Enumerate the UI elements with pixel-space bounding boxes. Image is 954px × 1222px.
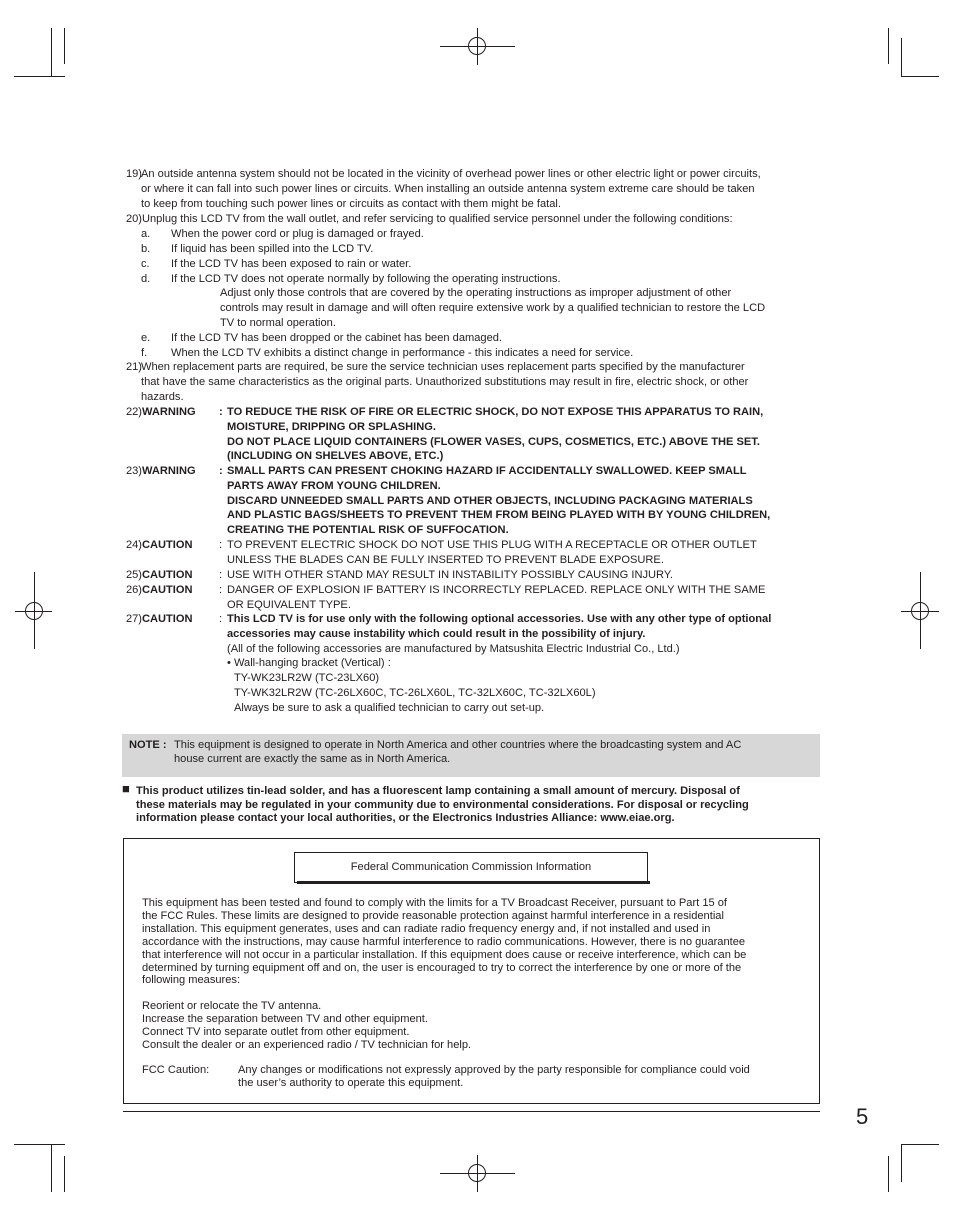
warning-colon: : [219,539,223,551]
note-box [122,734,820,777]
condition-text: If the LCD TV has been exposed to rain or water. [171,258,412,270]
warning-number: 25) [125,569,142,581]
condition-text: When the power cord or plug is damaged or frayed. [171,228,424,240]
item-number: 20) [125,213,142,225]
warning-label: CAUTION [142,613,193,625]
warning-label: CAUTION [142,569,193,581]
condition-letter: c. [141,258,150,270]
bottom-rule [123,1111,820,1112]
warning-text: accessories may cause instability which could result in the possibility of injury. [227,627,646,640]
note-text-2: house current are exactly the same as in North America. [174,753,451,765]
warning-text: (All of the following accessories are manufactured by Matsushita Electric Industrial Co., Ltd.) [227,642,680,655]
condition-letter: b. [141,243,151,255]
fcc-paragraph-line: installation. This equipment generates, uses and can radiate radio frequency energy and, if not installed and used in [142,922,711,935]
warning-colon: : [219,613,223,625]
fcc-title: Federal Communication Commission Information [294,852,648,883]
warning-text: Always be sure to ask a qualified technician to carry out set-up. [234,701,545,714]
fcc-paragraph-line: following measures: [142,974,241,987]
item-number: 21) [125,361,142,373]
fcc-measure: Connect TV into separate outlet from other equipment. [142,1025,410,1038]
condition-letter: d. [141,273,151,285]
item-number: 19) [125,168,142,180]
item-text: to keep from touching such power lines or circuits as contact with them might be fatal. [141,197,561,210]
condition-letter: f. [141,347,148,359]
warning-label: WARNING [142,406,196,418]
fcc-paragraph-line: determined by turning equipment off and on, the user is encouraged to try to correct the interference by one or more of the [142,961,742,974]
note-text-1: This equipment is designed to operate in North America and other countries where the broadcasting system and AC [174,739,742,751]
warning-label: CAUTION [142,539,193,551]
warning-text: This LCD TV is for use only with the following optional accessories. Use with any other type of optional [227,613,772,625]
fcc-caution-label: FCC Caution: [142,1064,210,1076]
warning-number: 26) [125,584,142,596]
warning-number: 24) [125,539,142,551]
fcc-paragraph-line: This equipment has been tested and found to comply with the limits for a TV Broadcast Receiver, pursuant to Part 15 of [142,897,727,909]
condition-letter: e. [141,332,151,344]
item-text: Unplug this LCD TV from the wall outlet, and refer servicing to qualified service personnel under the following conditions: [142,213,733,225]
condition-letter: a. [141,228,151,240]
warning-label: CAUTION [142,584,193,596]
warning-text: UNLESS THE BLADES CAN BE FULLY INSERTED TO PREVENT BLADE EXPOSURE. [227,553,664,566]
warning-label: WARNING [142,465,196,477]
fcc-measure: Consult the dealer or an experienced radio / TV technician for help. [142,1038,472,1051]
warning-text: • Wall-hanging bracket (Vertical) : [227,657,391,670]
item-text: hazards. [141,390,184,403]
item-text: or where it can fall into such power lines or circuits. When installing an outside antenna system extreme care should be taken [141,182,755,195]
warning-text: TY-WK32LR2W (TC-26LX60C, TC-26LX60L, TC-32LX60C, TC-32LX60L) [234,687,596,699]
warning-text: TO REDUCE THE RISK OF FIRE OR ELECTRIC SHOCK, DO NOT EXPOSE THIS APPARATUS TO RAIN, [227,406,764,418]
warning-text: OR EQUIVALENT TYPE. [227,598,351,611]
bullet-square: ■ [122,781,130,796]
condition-note: controls may result in damage and will often require extensive work by a qualified technician to restore the LCD [220,301,766,314]
fcc-caution-text: Any changes or modifications not expressly approved by the party responsible for compliance could void [238,1064,750,1076]
item-text: When replacement parts are required, be sure the service technician uses replacement parts specified by the manufacturer [141,361,745,373]
warning-colon: : [219,584,223,596]
fcc-caution-text: the user’s authority to operate this equipment. [238,1076,464,1089]
warning-text: SMALL PARTS CAN PRESENT CHOKING HAZARD IF ACCIDENTALLY SWALLOWED. KEEP SMALL [227,465,747,477]
condition-text: If liquid has been spilled into the LCD TV. [171,243,374,255]
warning-text: DO NOT PLACE LIQUID CONTAINERS (FLOWER VASES, CUPS, COSMETICS, ETC.) ABOVE THE SET. [227,435,760,448]
condition-text: When the LCD TV exhibits a distinct change in performance - this indicates a need for service. [171,347,634,359]
warning-text: CREATING THE POTENTIAL RISK OF SUFFOCATION. [227,524,509,537]
item-text: that have the same characteristics as the original parts. Unauthorized substitutions may result in fire, electric shock, or other [141,375,749,388]
warning-text: USE WITH OTHER STAND MAY RESULT IN INSTABILITY POSSIBLY CAUSING INJURY. [227,569,673,581]
warning-text: TO PREVENT ELECTRIC SHOCK DO NOT USE THIS PLUG WITH A RECEPTACLE OR OTHER OUTLET [227,539,757,551]
warning-colon: : [219,465,223,477]
warning-text: AND PLASTIC BAGS/SHEETS TO PREVENT THEM FROM BEING PLAYED WITH BY YOUNG CHILDREN, [227,509,771,522]
warning-number: 22) [125,406,142,418]
mercury-text: information please contact your local authorities, or the Electronics Industries Alliance: www.eiae.org. [136,812,675,824]
warning-text: TY-WK23LR2W (TC-23LX60) [234,672,380,685]
condition-note: Adjust only those controls that are covered by the operating instructions as improper adjustment of other [220,287,732,299]
item-text: An outside antenna system should not be located in the vicinity of overhead power lines or other electric light or power circuits, [141,168,761,180]
warning-text: PARTS AWAY FROM YOUNG CHILDREN. [227,479,441,492]
warning-text: DANGER OF EXPLOSION IF BATTERY IS INCORRECTLY REPLACED. REPLACE ONLY WITH THE SAME [227,584,766,596]
fcc-paragraph-line: that interference will not occur in a particular installation. If this equipment does cause or receive interference, which can be [142,948,747,961]
fcc-measure: Reorient or relocate the TV antenna. [142,1000,322,1012]
warning-colon: : [219,569,223,581]
warning-text: DISCARD UNNEEDED SMALL PARTS AND OTHER OBJECTS, INCLUDING PACKAGING MATERIALS [227,494,753,507]
warning-text: MOISTURE, DRIPPING OR SPLASHING. [227,420,436,433]
condition-text: If the LCD TV does not operate normally by following the operating instructions. [171,273,561,285]
note-label: NOTE : [129,739,167,751]
warning-number: 23) [125,465,142,477]
warning-colon: : [219,406,223,418]
condition-note: TV to normal operation. [220,316,336,329]
condition-text: If the LCD TV has been dropped or the cabinet has been damaged. [171,332,502,344]
warning-text: (INCLUDING ON SHELVES ABOVE, ETC.) [227,450,444,463]
mercury-text: This product utilizes tin-lead solder, and has a fluorescent lamp containing a small amount of mercury. Disposal of [136,785,740,797]
fcc-paragraph-line: accordance with the instructions, may cause harmful interference to radio communications. However, there is no guarantee [142,935,746,948]
mercury-text: these materials may be regulated in your community due to environmental considerations. For disposal or recycling [136,798,749,811]
fcc-measure: Increase the separation between TV and other equipment. [142,1012,428,1025]
warning-number: 27) [125,613,142,625]
page-number: 5 [856,1104,869,1129]
fcc-paragraph-line: the FCC Rules. These limits are designed to provide reasonable protection against harmful interference in a residential [142,909,724,922]
